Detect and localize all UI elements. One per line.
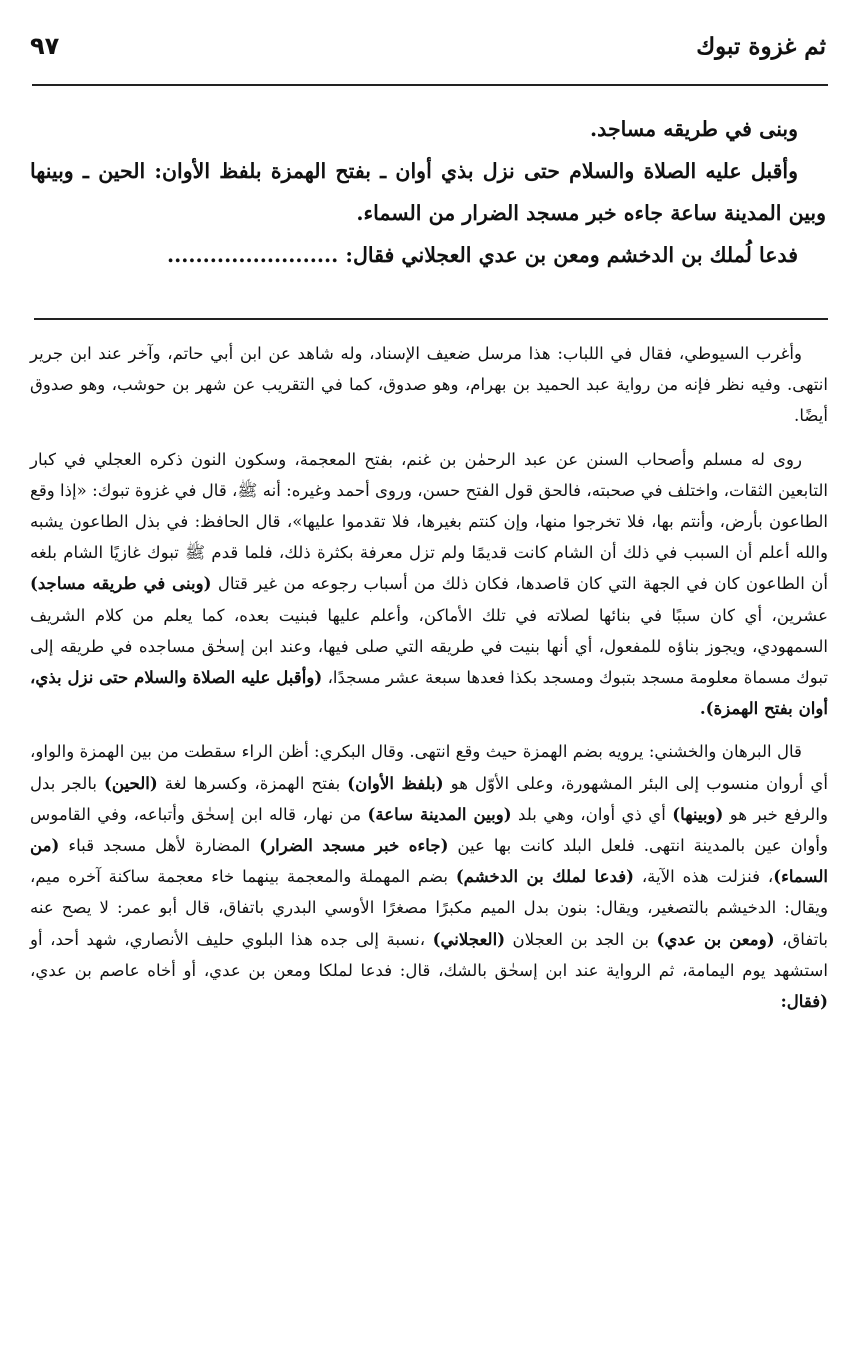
quoted-matn: (من السماء)	[30, 835, 828, 887]
commentary-text: بفتح الهمزة، وكسرها لغة	[164, 773, 341, 793]
commentary-text: بن الجد بن العجلان	[512, 929, 650, 949]
commentary-text: بالجر بدل والرفع خبر هو	[30, 773, 828, 824]
commentary-text: روى له مسلم وأصحاب السنن عن عبد الرحمٰن بن غنم، بفتح المعجمة، وسكون النون ذكره العجلي في كبار التابعين الثقات، واختلف في صحبته، فالحق قول الفتح حسن، وروى أحمد وغيره: أنه ﷺ، قال في غزوة تبوك: «إذا وقع الطاعون بأرض، وأنتم بها، فلا تخرجوا منها، وإن كنتم بغيرها، فلا تقدموا عليها»، قال الحافظ: في بذل الطاعون يشبه والله أعلم أن السبب في ذلك أن الشام كانت قديمًا ولم تزل معرفة بكثرة ذلك، فلما قدم ﷺ تبوك غازيًا الشام بلغه أن الطاعون كان في الجهة التي كان قاصدها، فكان ذلك من أسباب رجوعه من غير قتال	[30, 449, 829, 594]
commentary-text: وأغرب السيوطي، فقال في اللباب: هذا مرسل ضعيف الإسناد، وله شاهد عن ابن أبي حاتم، وآخر عند ابن جرير انتهى. وفيه نظر فإنه من رواية عبد الحميد بن بهرام، وهو صدوق، كما في التقريب عن شهر بن حوشب، وهو صدوق أيضًا.	[30, 344, 828, 426]
commentary	[30, 338, 828, 1029]
quoted-matn: (وبين المدينة ساعة)	[367, 803, 512, 824]
commentary-text: بضم المهملة والمعجمة بينهما خاء معجمة ساكنة آخره ميم، ويقال: الدخيشم بالتصغير، ويقال: بنون بدل الميم مكبرًا مصغرًا الأوسي البدري باتفاق، قال أبو عمر: لا يصح عنه باتفاق،	[30, 867, 829, 949]
quoted-matn: (الحين)	[104, 772, 158, 793]
page-number: ٩٧	[30, 32, 60, 60]
quoted-matn: (وأقبل عليه الصلاة والسلام حتى نزل بذي، أوان بفتح الهمزة).	[30, 667, 828, 719]
commentary-text: من نهار، قاله ابن إسحٰق وأتباعه، وفي القاموس وأوان عين بالمدينة انتهى. فلعل البلد كانت بها عين	[30, 804, 829, 856]
page-header	[30, 26, 826, 66]
quoted-matn: (فدعا لملك بن الدخشم)	[455, 866, 634, 887]
commentary-paragraph	[30, 736, 828, 1017]
quoted-matn: (فقال:	[780, 991, 828, 1012]
commentary-separator	[34, 318, 828, 320]
commentary-text: أي ذي أوان، وهي بلد	[518, 804, 666, 824]
quoted-matn: (ومعن بن عدي)	[656, 928, 775, 949]
main-line: وبنى في طريقه مساجد.	[590, 117, 798, 141]
commentary-text: قال البرهان والخشني: يرويه بضم الهمزة حيث وقع انتهى. وقال البكري: أظن الراء سقطت من بين الهمزة والواو، أي أروان منسوب إلى البئر المشهورة، وعلى الأوّل هو	[30, 742, 829, 793]
main-text	[30, 108, 826, 276]
commentary-paragraph	[30, 444, 828, 725]
commentary-text: ،نسبة إلى جده هذا البلوي حليف الأنصاري، شهد أحد، أو استشهد يوم اليمامة، ثم الرواية عند ابن إسحٰق بالشك، قال: فدعا لملكا ومعن بن عدي، أو أخاه عاصم بن عدي،	[30, 929, 828, 980]
quoted-matn: (جاءه خبر مسجد الضرار)	[259, 835, 449, 856]
commentary-text: ، فنزلت هذه الآية،	[641, 867, 774, 887]
quoted-matn: (وبينها)	[672, 803, 724, 824]
main-line: فدعا لُملك بن الدخشم ومعن بن عدي العجلاني فقال: ........................	[166, 243, 798, 267]
header-rule	[32, 84, 828, 86]
quoted-matn: (بلفظ الأوان)	[347, 772, 444, 793]
main-line: وأقبل عليه الصلاة والسلام حتى نزل بذي أوان ـ بفتح الهمزة بلفظ الأوان: الحين ـ وبينها وبين المدينة ساعة جاءه خبر مسجد الضرار من السماء.	[30, 159, 826, 225]
running-title: ثم غزوة تبوك	[696, 32, 826, 60]
quoted-matn: (العجلاني)	[432, 928, 506, 949]
quoted-matn: (وبنى في طريقه مساجد)	[30, 573, 212, 594]
commentary-text: المضارة لأهل مسجد قباء	[68, 836, 251, 856]
commentary-text: عشرين، أي كان سببًا في بنائها لصلاته في تلك الأماكن، وأعلم عليها فبنيت بعده، كما يعلم من كلام الشريف السمهودي، ويجوز بناؤه للمفعول، أي أنها بنيت في طريقه التي صلى فيها، وعند ابن إسحٰق مساجده في طريقه إلى تبوك مسماة معلومة مسجد بتبوك ومسجد بكذا فعدها سبعة عشر مسجدًا،	[30, 605, 828, 688]
commentary-paragraph	[30, 338, 828, 432]
